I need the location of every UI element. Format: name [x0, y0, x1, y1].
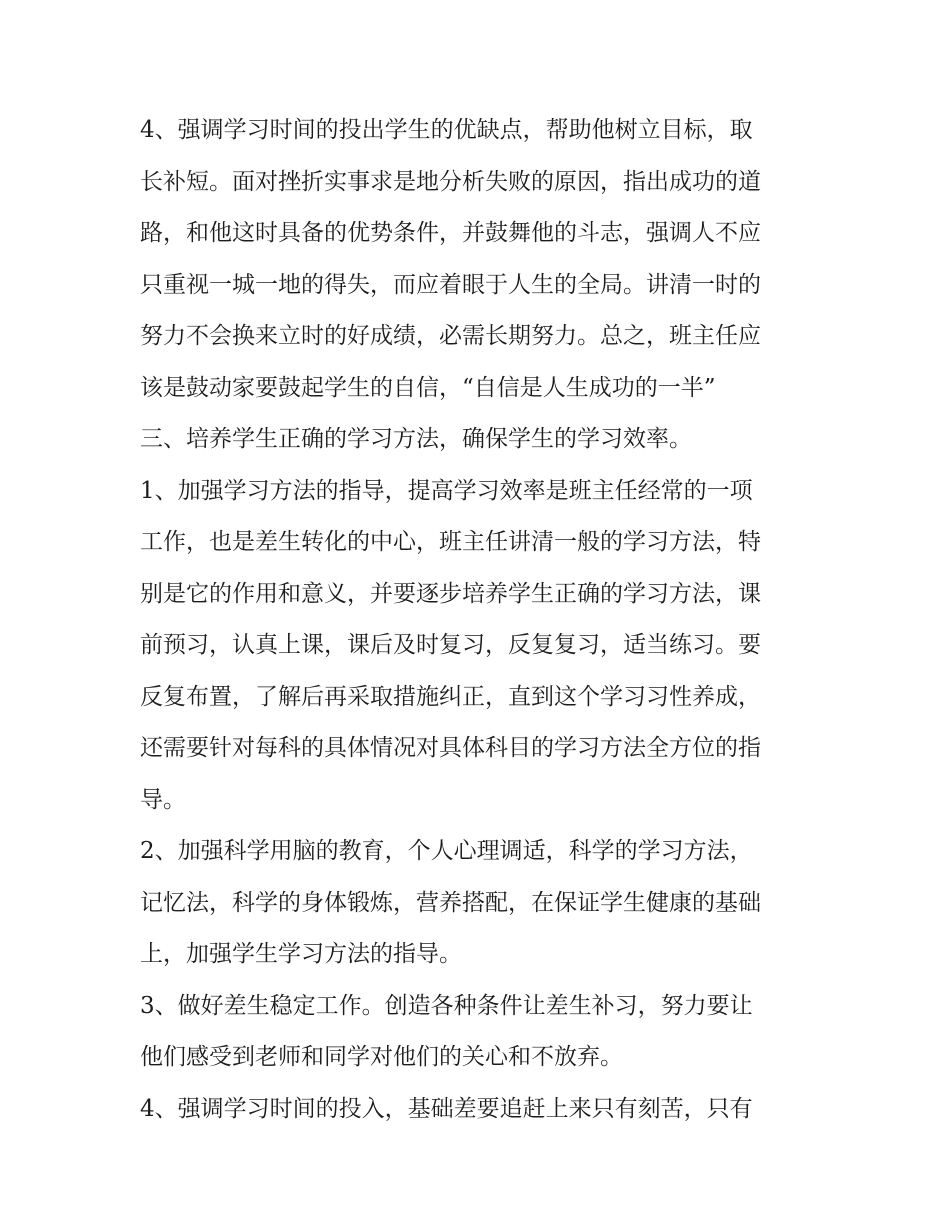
- text-line: 该是鼓动家要鼓起学生的自信，“自信是人生成功的一半”: [140, 374, 716, 401]
- text-line: 他们感受到老师和同学对他们的关心和不放弃。: [140, 1044, 623, 1070]
- text-line: 只重视一城一地的得失，而应着眼于人生的全局。讲清一时的: [140, 271, 761, 298]
- text-line: 1、加强学习方法的指导，提高学习效率是班主任经常的一项: [140, 477, 753, 504]
- text-line: 记忆法，科学的身体锻炼，营养搭配，在保证学生健康的基础: [140, 889, 761, 916]
- document-body: [140, 105, 820, 1135]
- text-line: 4、强调学习时间的投入，基础差要追赶上来只有刻苦，只有: [140, 1095, 753, 1122]
- text-line: 路，和他这时具备的优势条件，并鼓舞他的斗志，强调人不应: [140, 220, 761, 246]
- text-line: 努力不会换来立时的好成绩，必需长期努力。总之，班主任应: [140, 323, 761, 349]
- paragraph-method-guidance: [140, 466, 820, 827]
- text-line: 2、加强科学用脑的教育，个人心理调适，科学的学习方法，: [140, 838, 753, 864]
- text-line: 三、培养学生正确的学习方法，确保学生的学习效率。: [140, 426, 692, 452]
- text-line: 上，加强学生学习方法的指导。: [140, 941, 462, 967]
- text-line: 工作，也是差生转化的中心，班主任讲清一般的学习方法，特: [140, 529, 761, 555]
- text-line: 反复布置，了解后再采取措施纠正，直到这个学习习性养成，: [140, 683, 761, 710]
- paragraph-brain-use: [140, 826, 820, 981]
- text-line: 别是它的作用和意义，并要逐步培养学生正确的学习方法，课: [140, 580, 761, 607]
- text-line: 长补短。面对挫折实事求是地分析失败的原因，指出成功的道: [140, 168, 761, 195]
- text-line: 还需要针对每科的具体情况对具体科目的学习方法全方位的指: [140, 735, 761, 761]
- paragraph-encouragement: [140, 105, 820, 414]
- text-line: 3、做好差生稳定工作。创造各种条件让差生补习，努力要让: [140, 992, 753, 1019]
- text-line: 4、强调学习时间的投出学生的优缺点，帮助他树立目标，取: [140, 117, 753, 143]
- section-heading-3: [140, 414, 820, 466]
- text-line: 导。: [140, 786, 186, 813]
- text-line: 前预习，认真上课，课后及时复习，反复复习，适当练习。要: [140, 632, 761, 658]
- paragraph-study-time: [140, 1084, 820, 1136]
- paragraph-stability: [140, 981, 820, 1084]
